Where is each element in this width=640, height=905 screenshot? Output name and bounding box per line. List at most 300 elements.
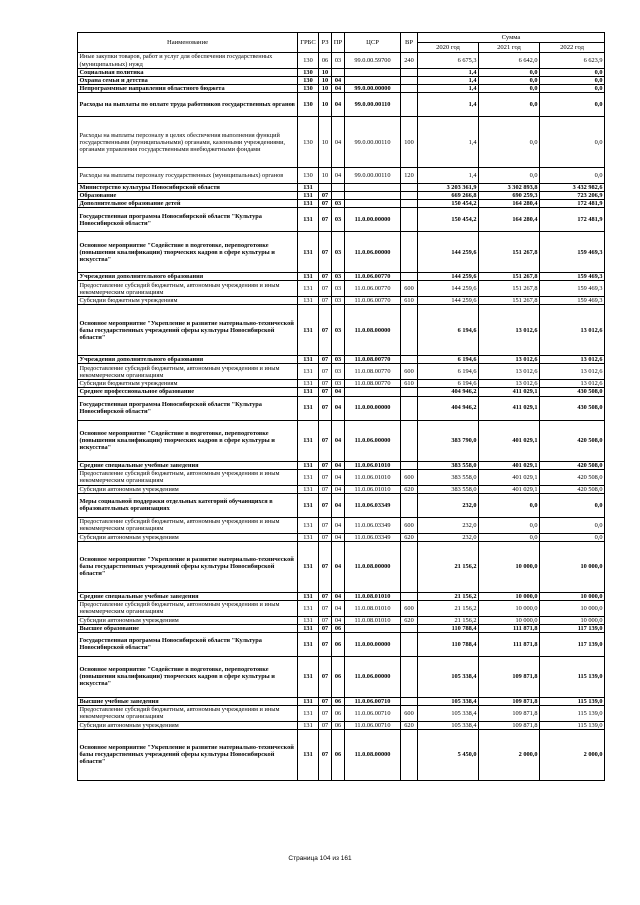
cell-2020: 3 203 361,9 [418,184,479,192]
cell-pr: 03 [332,208,345,232]
cell-csr: 11.0.06.01010 [345,461,401,469]
cell-2020: 1,4 [418,93,479,117]
cell-grbs: 131 [298,364,319,380]
cell-rz: 10 [319,117,332,168]
cell-2022: 0,0 [540,168,605,184]
cell-2021: 109 871,8 [479,697,540,705]
cell-vr [401,461,418,469]
cell-grbs: 131 [298,533,319,541]
cell-2022: 2 000,0 [540,729,605,780]
cell-name: Субсидии автономным учреждениям [78,533,298,541]
cell-2020: 21 156,2 [418,600,479,616]
budget-table [77,32,605,781]
cell-2021: 13 012,6 [479,356,540,364]
table-row [78,69,605,77]
cell-grbs: 130 [298,168,319,184]
cell-pr: 03 [332,356,345,364]
cell-grbs: 131 [298,273,319,281]
cell-grbs: 131 [298,705,319,721]
cell-name: Субсидии автономным учреждениям [78,485,298,493]
cell-rz: 07 [319,729,332,780]
cell-csr: 11.0.06.01010 [345,469,401,485]
cell-2021: 3 302 893,8 [479,184,540,192]
cell-vr [401,85,418,93]
cell-2022: 0,0 [540,533,605,541]
table-body [78,53,605,781]
cell-csr: 11.0.00.00000 [345,396,401,420]
cell-2021: 13 012,6 [479,380,540,388]
cell-2021: 10 000,0 [479,600,540,616]
cell-2020: 5 450,0 [418,729,479,780]
cell-pr [332,192,345,200]
table-row [78,364,605,380]
cell-rz: 07 [319,632,332,656]
cell-rz: 07 [319,273,332,281]
cell-grbs: 131 [298,469,319,485]
table-row [78,541,605,592]
cell-2021: 111 871,8 [479,624,540,632]
cell-name: Высшее образование [78,624,298,632]
cell-2020: 150 454,2 [418,200,479,208]
header-csr: ЦСР [345,33,401,53]
cell-grbs: 130 [298,117,319,168]
cell-2022: 0,0 [540,77,605,85]
cell-vr [401,356,418,364]
cell-2021: 0,0 [479,85,540,93]
cell-2021: 6 642,0 [479,53,540,69]
table-row [78,600,605,616]
cell-2021: 2 000,0 [479,729,540,780]
cell-grbs: 131 [298,461,319,469]
cell-2022: 159 469,3 [540,297,605,305]
cell-rz: 07 [319,420,332,461]
cell-2022: 723 206,9 [540,192,605,200]
cell-2021: 111 871,8 [479,632,540,656]
cell-2021: 151 267,8 [479,273,540,281]
cell-rz: 07 [319,697,332,705]
cell-pr: 04 [332,93,345,117]
table-row [78,721,605,729]
cell-rz: 07 [319,281,332,297]
cell-pr [332,184,345,192]
cell-2021: 0,0 [479,117,540,168]
cell-2022: 0,0 [540,69,605,77]
cell-2022: 10 000,0 [540,592,605,600]
cell-2020: 6 194,6 [418,380,479,388]
cell-2020: 6 194,6 [418,364,479,380]
cell-name: Социальная политика [78,69,298,77]
cell-2021: 401 029,1 [479,420,540,461]
cell-2021: 401 029,1 [479,469,540,485]
table-row [78,85,605,93]
cell-rz: 07 [319,592,332,600]
cell-2020: 144 259,6 [418,297,479,305]
table-row [78,380,605,388]
cell-2020: 150 454,2 [418,208,479,232]
cell-pr: 04 [332,168,345,184]
cell-2022: 420 508,0 [540,420,605,461]
cell-vr: 610 [401,297,418,305]
cell-grbs: 131 [298,485,319,493]
cell-vr: 600 [401,705,418,721]
cell-2021: 10 000,0 [479,616,540,624]
cell-pr: 03 [332,305,345,356]
cell-pr: 06 [332,632,345,656]
cell-grbs: 131 [298,616,319,624]
cell-rz: 07 [319,380,332,388]
cell-2020: 1,4 [418,69,479,77]
table-row [78,356,605,364]
table-row [78,469,605,485]
cell-grbs: 131 [298,656,319,697]
cell-name: Основное мероприятие "Укрепление и развитие материально-технической базы государственных учреждений сферы культуры Новосибирской области" [78,541,298,592]
cell-csr [345,77,401,85]
cell-csr [345,388,401,396]
cell-2021: 151 267,8 [479,281,540,297]
cell-name: Субсидии бюджетным учреждениям [78,297,298,305]
cell-rz: 07 [319,200,332,208]
cell-vr [401,184,418,192]
cell-2022: 13 012,6 [540,305,605,356]
cell-2022: 420 508,0 [540,469,605,485]
cell-2020: 383 558,0 [418,485,479,493]
cell-grbs: 131 [298,305,319,356]
cell-2022: 115 139,0 [540,705,605,721]
table-row [78,232,605,273]
cell-csr: 11.0.06.00770 [345,281,401,297]
table-row [78,93,605,117]
cell-vr [401,729,418,780]
cell-pr: 03 [332,364,345,380]
cell-pr [332,69,345,77]
cell-2022: 159 469,3 [540,232,605,273]
cell-vr [401,493,418,517]
cell-csr: 11.0.00.00000 [345,208,401,232]
cell-vr [401,697,418,705]
cell-rz [319,184,332,192]
cell-vr [401,232,418,273]
cell-grbs: 130 [298,77,319,85]
cell-rz: 07 [319,297,332,305]
cell-name: Непрограммные направления областного бюджета [78,85,298,93]
cell-grbs: 131 [298,697,319,705]
cell-vr: 600 [401,517,418,533]
document-page [77,32,604,781]
cell-grbs: 131 [298,541,319,592]
cell-vr [401,388,418,396]
cell-name: Высшие учебные заведения [78,697,298,705]
cell-csr [345,69,401,77]
cell-grbs: 131 [298,721,319,729]
cell-2022: 115 139,0 [540,721,605,729]
cell-name: Учреждения дополнительного образования [78,356,298,364]
page-number: Страница 104 из 161 [288,855,352,862]
cell-2021: 411 029,1 [479,388,540,396]
cell-csr: 11.0.00.00000 [345,632,401,656]
cell-pr: 06 [332,656,345,697]
cell-2022: 172 481,9 [540,208,605,232]
table-row [78,273,605,281]
cell-pr: 04 [332,85,345,93]
cell-2020: 110 788,4 [418,632,479,656]
cell-pr: 03 [332,273,345,281]
cell-2021: 10 000,0 [479,541,540,592]
cell-vr [401,656,418,697]
cell-grbs: 131 [298,624,319,632]
cell-vr: 610 [401,380,418,388]
cell-name: Предоставление субсидий бюджетным, автономным учреждениям и иным некоммерческим организациям [78,600,298,616]
cell-grbs: 130 [298,69,319,77]
cell-rz: 07 [319,396,332,420]
cell-grbs: 131 [298,297,319,305]
cell-grbs: 131 [298,192,319,200]
cell-rz: 07 [319,388,332,396]
cell-csr [345,624,401,632]
cell-2020: 110 788,4 [418,624,479,632]
cell-csr: 11.0.08.00770 [345,364,401,380]
cell-rz: 06 [319,53,332,69]
cell-csr: 11.0.06.03349 [345,517,401,533]
cell-2022: 0,0 [540,93,605,117]
cell-2020: 105 338,4 [418,656,479,697]
cell-rz: 07 [319,192,332,200]
cell-grbs: 131 [298,208,319,232]
cell-name: Расходы на выплаты по оплате труда работников государственных органов [78,93,298,117]
cell-pr: 04 [332,461,345,469]
cell-2020: 105 338,4 [418,697,479,705]
cell-2021: 0,0 [479,168,540,184]
cell-vr [401,208,418,232]
cell-rz: 07 [319,305,332,356]
cell-name: Предоставление субсидий бюджетным, автономным учреждениям и иным некоммерческим организациям [78,469,298,485]
cell-grbs: 131 [298,356,319,364]
cell-pr: 04 [332,493,345,517]
cell-csr: 11.0.06.00710 [345,697,401,705]
cell-name: Основное мероприятие "Содействие в подготовке, переподготовке (повышении квалификации) творческих кадров в сфере культуры и искусства" [78,420,298,461]
cell-pr: 03 [332,281,345,297]
cell-name: Субсидии автономным учреждениям [78,721,298,729]
cell-pr: 06 [332,705,345,721]
cell-pr: 03 [332,200,345,208]
table-row [78,184,605,192]
cell-pr: 06 [332,624,345,632]
cell-2021: 151 267,8 [479,232,540,273]
cell-2020: 404 946,2 [418,388,479,396]
cell-grbs: 130 [298,85,319,93]
table-row [78,305,605,356]
cell-csr: 99.0.00.00000 [345,85,401,93]
cell-vr: 240 [401,53,418,69]
cell-2020: 1,4 [418,117,479,168]
cell-name: Предоставление субсидий бюджетным, автономным учреждениям и иным некоммерческим организациям [78,705,298,721]
table-row [78,117,605,168]
cell-vr [401,592,418,600]
table-row [78,485,605,493]
table-row [78,592,605,600]
cell-name: Государственная программа Новосибирской области "Культура Новосибирской области" [78,632,298,656]
cell-rz: 07 [319,624,332,632]
cell-csr: 11.0.08.00770 [345,356,401,364]
cell-name: Предоставление субсидий бюджетным, автономным учреждениям и иным некоммерческим организациям [78,517,298,533]
cell-2021: 0,0 [479,93,540,117]
table-row [78,388,605,396]
cell-rz: 07 [319,493,332,517]
cell-2022: 117 139,0 [540,624,605,632]
cell-vr: 120 [401,168,418,184]
cell-2022: 6 623,9 [540,53,605,69]
table-row [78,168,605,184]
table-row [78,517,605,533]
cell-rz: 10 [319,69,332,77]
cell-2020: 105 338,4 [418,705,479,721]
header-sum: Сумма [418,33,605,43]
table-row [78,632,605,656]
cell-rz: 07 [319,208,332,232]
cell-name: Образование [78,192,298,200]
table-row [78,705,605,721]
header-year-2020: 2020 год [418,43,479,53]
cell-vr [401,200,418,208]
cell-2022: 159 469,3 [540,281,605,297]
cell-name: Учреждения дополнительного образования [78,273,298,281]
cell-grbs: 131 [298,600,319,616]
table-row [78,461,605,469]
cell-rz: 07 [319,461,332,469]
cell-2021: 109 871,8 [479,705,540,721]
cell-2022: 420 508,0 [540,461,605,469]
cell-2020: 144 259,6 [418,281,479,297]
cell-grbs: 131 [298,396,319,420]
cell-2021: 109 871,8 [479,721,540,729]
cell-2020: 6 675,3 [418,53,479,69]
cell-vr: 600 [401,281,418,297]
cell-2020: 105 338,4 [418,721,479,729]
cell-pr: 06 [332,721,345,729]
cell-pr: 04 [332,592,345,600]
cell-csr: 11.0.08.00000 [345,729,401,780]
cell-pr: 04 [332,396,345,420]
header-year-2021: 2021 год [479,43,540,53]
cell-name: Расходы на выплаты персоналу в целях обеспечения выполнения функций государственными (муниципальными) органами, казенными учреждениями, органами управления государственными внебюджетными фондами [78,117,298,168]
cell-csr [345,200,401,208]
cell-name: Основное мероприятие "Содействие в подготовке, переподготовке (повышении квалификации) творческих кадров в сфере культуры и искусства" [78,656,298,697]
cell-csr [345,184,401,192]
cell-vr [401,541,418,592]
cell-2022: 430 508,0 [540,396,605,420]
cell-pr: 04 [332,616,345,624]
cell-rz: 07 [319,600,332,616]
cell-vr: 600 [401,600,418,616]
cell-csr: 11.0.08.00000 [345,541,401,592]
cell-vr [401,77,418,85]
cell-2022: 172 481,9 [540,200,605,208]
cell-grbs: 131 [298,380,319,388]
cell-2022: 115 139,0 [540,656,605,697]
cell-csr: 11.0.06.03349 [345,533,401,541]
cell-pr: 04 [332,469,345,485]
cell-pr: 04 [332,485,345,493]
cell-2022: 13 012,6 [540,380,605,388]
cell-rz: 07 [319,517,332,533]
cell-vr [401,69,418,77]
header-vr: ВР [401,33,418,53]
table-row [78,624,605,632]
cell-2020: 144 259,6 [418,232,479,273]
cell-2022: 3 432 982,6 [540,184,605,192]
cell-csr: 11.0.08.00770 [345,380,401,388]
cell-rz: 10 [319,168,332,184]
table-row [78,53,605,69]
cell-csr: 11.0.06.03349 [345,493,401,517]
cell-pr: 04 [332,117,345,168]
cell-2021: 0,0 [479,517,540,533]
cell-rz: 10 [319,77,332,85]
cell-rz: 07 [319,616,332,624]
cell-2020: 21 156,2 [418,592,479,600]
table-row [78,697,605,705]
cell-2020: 21 156,2 [418,541,479,592]
cell-2020: 404 946,2 [418,396,479,420]
cell-name: Расходы на выплаты персоналу государственных (муниципальных) органов [78,168,298,184]
cell-grbs: 130 [298,93,319,117]
cell-2020: 383 558,0 [418,469,479,485]
cell-csr: 11.0.06.00770 [345,297,401,305]
cell-name: Иные закупки товаров, работ и услуг для обеспечения государственных (муниципальных) нужд [78,53,298,69]
cell-2020: 232,0 [418,493,479,517]
cell-2022: 420 508,0 [540,485,605,493]
cell-pr: 03 [332,53,345,69]
cell-name: Меры социальной поддержки отдельных категорий обучающихся в образовательных организациях [78,493,298,517]
cell-2021: 109 871,8 [479,656,540,697]
cell-2020: 144 259,6 [418,273,479,281]
cell-rz: 10 [319,93,332,117]
table-row [78,297,605,305]
cell-2022: 0,0 [540,493,605,517]
cell-2021: 13 012,6 [479,364,540,380]
cell-2020: 21 156,2 [418,616,479,624]
cell-rz: 10 [319,85,332,93]
header-name: Наименование [78,33,298,53]
cell-name: Средние специальные учебные заведения [78,461,298,469]
cell-pr: 04 [332,533,345,541]
cell-csr: 11.0.06.00710 [345,721,401,729]
cell-csr: 11.0.06.00710 [345,705,401,721]
cell-2021: 0,0 [479,69,540,77]
cell-2022: 10 000,0 [540,541,605,592]
cell-2022: 115 139,0 [540,697,605,705]
table-row [78,281,605,297]
cell-2021: 164 280,4 [479,200,540,208]
table-row [78,493,605,517]
cell-vr: 620 [401,485,418,493]
cell-pr: 03 [332,232,345,273]
cell-name: Среднее профессиональное образование [78,388,298,396]
cell-2022: 159 469,3 [540,273,605,281]
cell-2022: 117 139,0 [540,632,605,656]
cell-grbs: 131 [298,388,319,396]
cell-2020: 669 266,8 [418,192,479,200]
cell-rz: 07 [319,469,332,485]
cell-vr [401,396,418,420]
cell-vr [401,305,418,356]
cell-vr [401,420,418,461]
cell-grbs: 131 [298,592,319,600]
cell-2022: 0,0 [540,85,605,93]
table-row [78,656,605,697]
cell-grbs: 131 [298,232,319,273]
cell-vr: 620 [401,616,418,624]
cell-name: Субсидии автономным учреждениям [78,616,298,624]
